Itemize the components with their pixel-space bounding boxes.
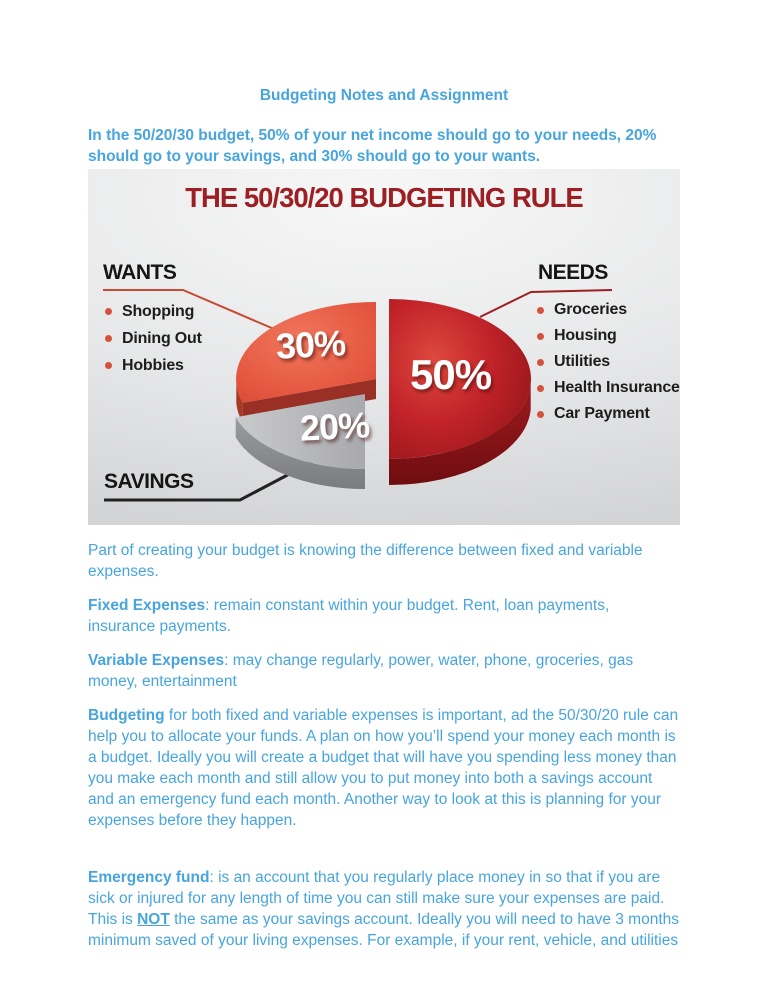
bullet-icon (105, 308, 112, 315)
paragraph-text: : may change regularly, power, water, phone, groceries, gas money, entertainment (88, 652, 634, 690)
needs-item-label: Car Payment (554, 405, 650, 422)
list-item (105, 352, 202, 379)
list-item (105, 298, 202, 325)
list-item (105, 325, 202, 352)
paragraph-text: the same as your savings account. Ideally you will need to have 3 months minimum saved of your living expenses. For example, if your rent, vehicle, and utilities (88, 911, 680, 949)
bullet-icon (537, 333, 544, 340)
needs-item-label: Utilities (554, 353, 610, 370)
bullet-icon (105, 335, 112, 342)
needs-list (537, 297, 680, 427)
page-title: Budgeting Notes and Assignment (259, 87, 509, 104)
intro-paragraph: In the 50/20/30 budget, 50% of your net income should go to your needs, 20% should go to your savings, and 30% should go to your wants. (88, 127, 657, 165)
paragraph-lead: Fixed Expenses (88, 597, 206, 614)
needs-heading: NEEDS (538, 261, 608, 284)
list-item (537, 297, 680, 323)
wants-item-label: Dining Out (122, 329, 202, 347)
paragraph-text: : is an account that you regularly place money in so that if you are sick or injured for any length of time you can still make sure your expenses are paid. This is (88, 869, 665, 928)
bullet-icon (537, 307, 544, 314)
needs-percent-label: 50% (410, 351, 492, 398)
paragraph-lead: Variable Expenses (88, 652, 225, 669)
paragraph-text: for both fixed and variable expenses is important, ad the 50/30/20 rule can help you to allocate your funds. A plan on how you’ll spend your money each month is a budget. Ideally you will create a budget that will have you spending less money than you make each month and still allow you to put money into both a savings account and an emergency fund each month. Another way to look at this is planning for your expenses before they happen. (88, 707, 679, 829)
paragraph-text: Part of creating your budget is knowing the difference between fixed and variable expenses. (88, 542, 643, 580)
savings-heading: SAVINGS (104, 470, 194, 493)
variable-expenses-paragraph (88, 650, 680, 692)
list-item (537, 349, 680, 375)
list-item (537, 323, 680, 349)
paragraph-text: : remain constant within your budget. Rent, loan payments, insurance payments. (88, 597, 610, 635)
bullet-icon (537, 411, 544, 418)
budgeting-rule-image (88, 169, 680, 525)
bullet-icon (537, 385, 544, 392)
emergency-fund-paragraph (88, 867, 680, 951)
savings-percent-label: 20% (298, 404, 371, 449)
list-item (537, 401, 680, 427)
fixed-expenses-paragraph (88, 595, 680, 637)
needs-item-label: Health Insurance (554, 379, 680, 396)
bullet-icon (537, 359, 544, 366)
needs-item-label: Groceries (554, 301, 627, 318)
wants-item-label: Hobbies (122, 356, 184, 374)
bullet-icon (105, 362, 112, 369)
wants-list (105, 298, 202, 379)
infographic-title: THE 50/30/20 BUDGETING RULE (185, 182, 583, 213)
wants-item-label: Shopping (122, 302, 195, 320)
fixed-variable-intro-paragraph (88, 540, 680, 582)
needs-item-label: Housing (554, 327, 617, 344)
wants-percent-label: 30% (274, 322, 347, 367)
list-item (537, 375, 680, 401)
wants-heading: WANTS (103, 261, 177, 284)
paragraph-lead: Budgeting (88, 707, 165, 724)
not-emphasis: NOT (137, 911, 170, 928)
budgeting-paragraph (88, 705, 680, 831)
paragraph-lead: Emergency fund (88, 869, 210, 886)
